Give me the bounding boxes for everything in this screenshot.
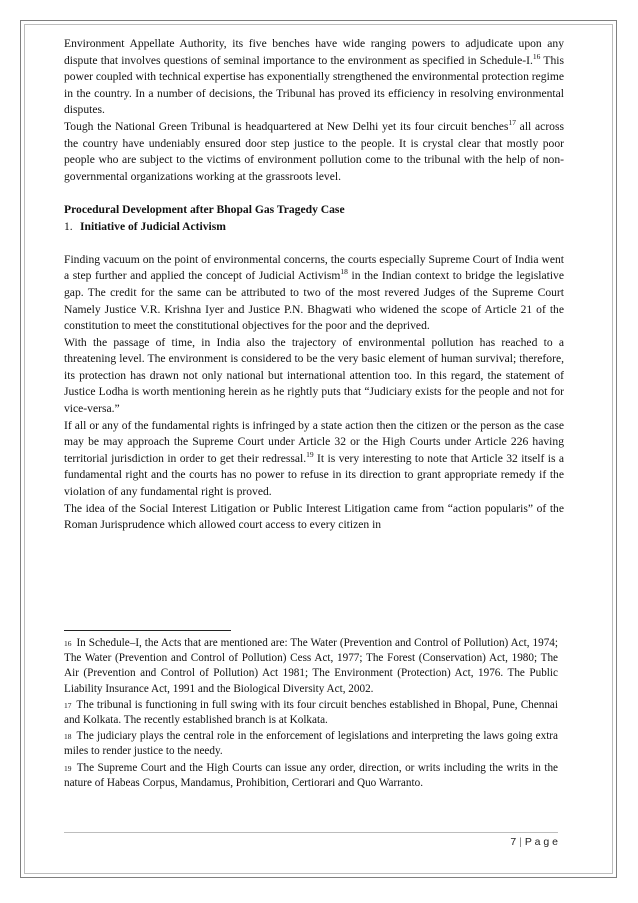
footnote-16: 16 In Schedule–I, the Acts that are mentioned are: The Water (Prevention and Control of Pollution) Act, 1974; The Water (Prevention and Control of Pollution) Cess Act, 1977; The Forest (Conservation) Act, 1980; The Air (Prevention and Control of Pollution) Act 1981; The Environment (Protection) Act, 1976. The Public Liability Insurance Act, 1991 and the Biological Diversity Act, 2002. (64, 637, 558, 695)
page-number: 7 (510, 836, 517, 848)
paragraph-ngt-benches: Environment Appellate Authority, its five benches have wide ranging powers to adjudicate upon any dispute that involves questions of seminal importance to the environment as specified in Schedule-I.$^{16}$ This power coupled with technical expertise has exponentially strengthened the environmental protection regime in the country. In a number of decisions, the Tribunal has proved its efficiency in resolving environmental disputes. (64, 37, 564, 117)
paragraph-public-interest-litigation: The idea of the Social Interest Litigation or Public Interest Litigation came from “action popularis” of the Roman Jurisprudence which allowed court access to every citizen in (64, 501, 564, 532)
paragraph-fundamental-rights: If all or any of the fundamental rights is infringed by a state action then the citizen or the person as the case may be may approach the Supreme Court under Article 32 or the High Courts under Article 226 having territorial jurisdiction in order to get their redressal.$^{19}$ It is very interesting to note that Article 32 itself is a fundamental right and the courts has no power to refuse in its direction to grant appropriate remedy if the violation of any fundamental right is proved. (64, 418, 564, 499)
footnote-number: 16 (64, 639, 72, 648)
footnote-ref-18[interactable]: 18 (340, 267, 348, 277)
footnote-19: 19 The Supreme Court and the High Courts can issue any order, direction, or writs including the writs in the nature of Habeas Corpus, Mandamus, Prohibition, Certiorari and Quo Warranto. (64, 761, 558, 789)
page-label: P a g e (524, 836, 558, 848)
section-heading: Procedural Development after Bhopal Gas Tragedy Case (64, 202, 345, 216)
page-footer (64, 836, 558, 848)
subsection-heading (64, 219, 564, 236)
paragraph-ngt-headquarters: Tough the National Green Tribunal is headquartered at New Delhi yet its four circuit benches$^{17}$ all across the country have undeniably ensured door step justice to the people. It is crystal clear that mostly poor people who are subject to the victims of environment pollution come to the tribunal with the help of non-governmental organizations working at the grassroots level. (64, 118, 564, 183)
footer-rule (64, 832, 558, 833)
paragraph-judicial-activism: Finding vacuum on the point of environmental concerns, the courts especially Supreme Court of India went a step further and applied the concept of Judicial Activism$^{18}$ in the Indian context to bridge the legislative gap. The credit for the same can be attributed to two of the most revered Judges of the Supreme Court Namely Justice V.R. Krishna Iyer and Justice P.N. Bhagwati who widened the scope of Article 21 of the constitution to meet the constitutional objectives for the poor and the deprived. (64, 252, 564, 333)
footer-separator: | (519, 836, 522, 848)
paragraph-gap (64, 185, 564, 202)
paragraph-gap (64, 235, 564, 252)
body-text (64, 36, 564, 534)
footnote-number: 18 (64, 732, 72, 742)
footnote-ref-17[interactable]: 17 (508, 118, 516, 128)
footnote-ref-16[interactable]: 16 (532, 51, 541, 61)
footnotes (64, 636, 558, 792)
footnote-18: 18 The judiciary plays the central role in the enforcement of legislations and interpreting the laws going extra miles to render justice to the needy. (64, 730, 558, 758)
footnote-separator (64, 630, 231, 631)
footnote-number: 19 (64, 763, 72, 773)
footnote-ref-19[interactable]: 19 (306, 449, 314, 459)
paragraph-environment-pollution: With the passage of time, in India also the trajectory of environmental pollution has reached to a threatening level. The environment is considered to be the very basic element of human survival; therefore, its protection has drawn not only national but international attention too. In this regard, the statement of Justice Lodha is worth mentioning herein as he rightly puts that “Judiciary exists for the people and not for vice-versa.” (64, 335, 564, 416)
subsection-number: 1. (64, 219, 73, 233)
footnote-number: 17 (64, 700, 72, 710)
footnote-17: 17 The tribunal is functioning in full swing with its four circuit benches established in Bhopal, Pune, Chennai and Kolkata. The recently established branch is at Kolkata. (64, 698, 558, 727)
subsection-title: Initiative of Judicial Activism (80, 219, 226, 233)
